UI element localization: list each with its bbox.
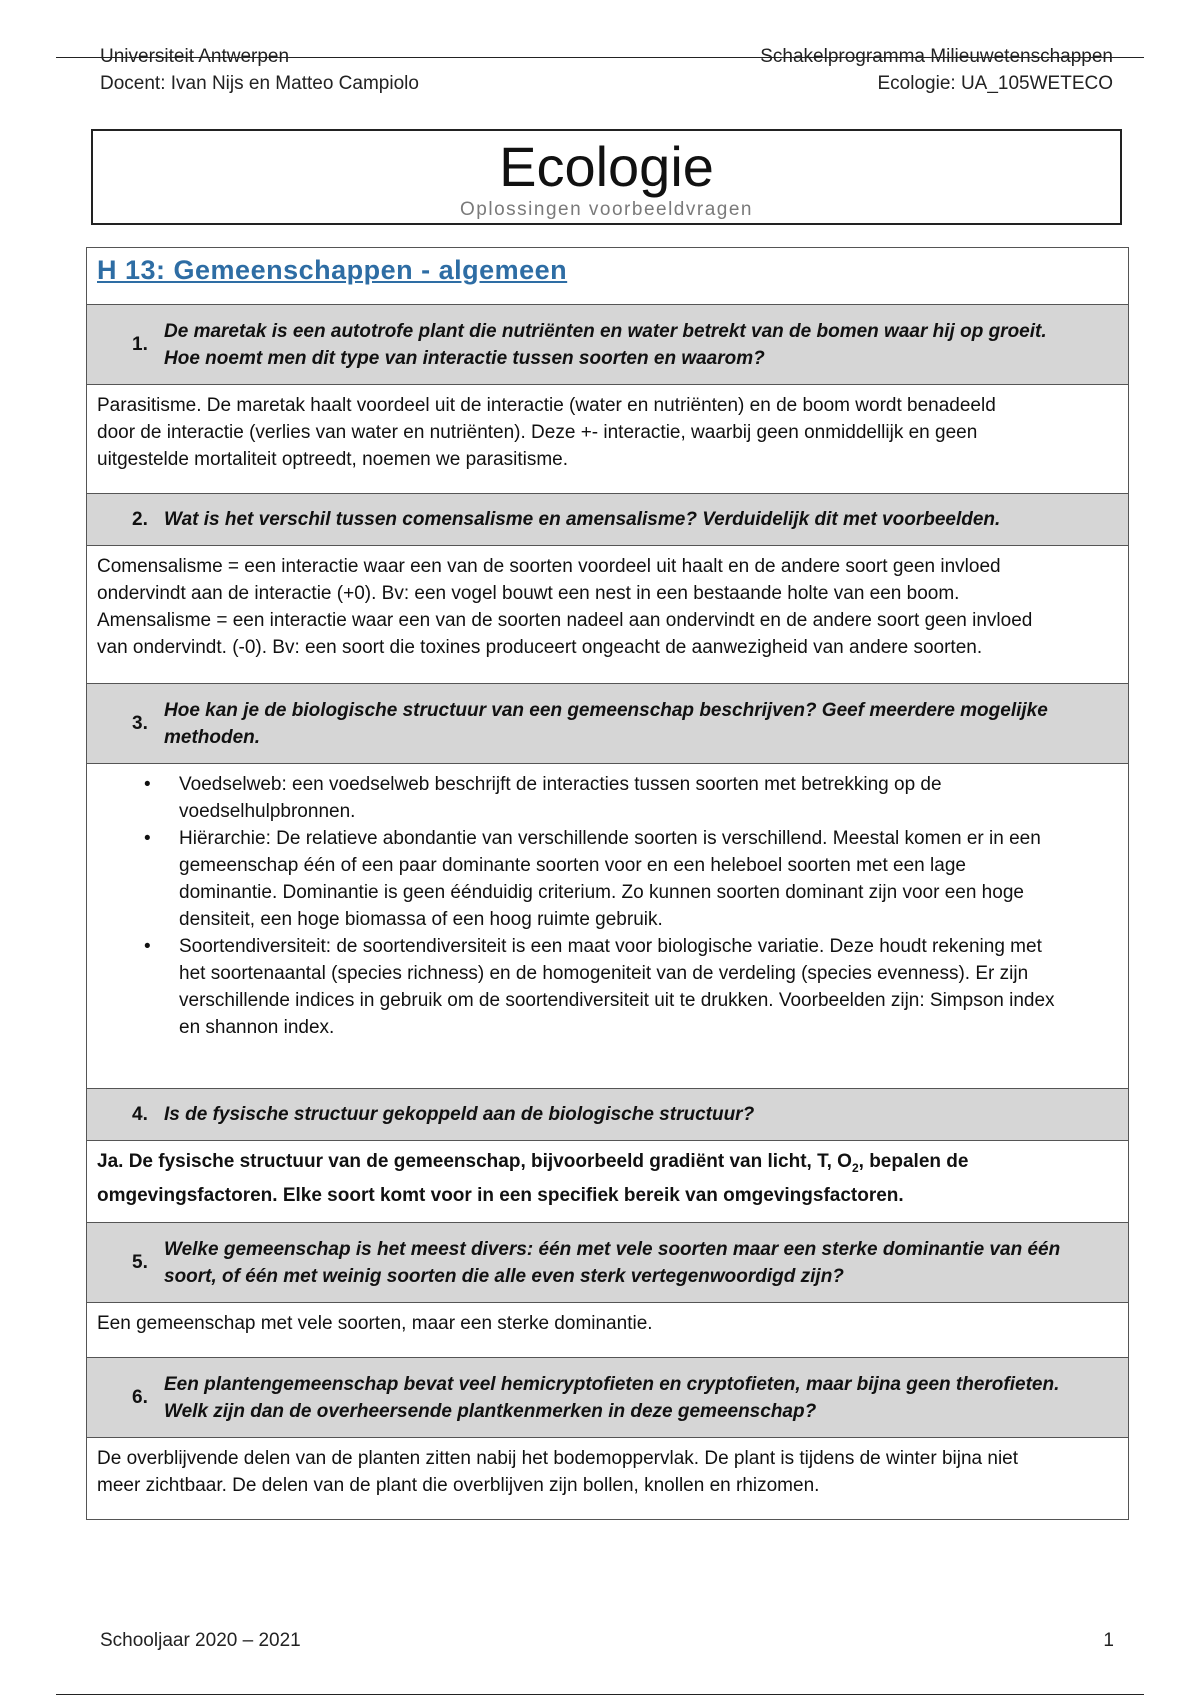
question-line: Hoe noemt men dit type van interactie tussen soorten en waarom? [164, 347, 765, 369]
document-subtitle: Oplossingen voorbeeldvragen [460, 199, 753, 220]
header-program: Schakelprogramma Milieuwetenschappen [760, 46, 1113, 67]
subscript: 2 [851, 1160, 859, 1175]
answer-line: gemeenschap één of een paar dominante soorten voor en een heleboel soorten met een lage [179, 855, 966, 876]
question-line: Hoe kan je de biologische structuur van een gemeenschap beschrijven? Geef meerdere mogelijke [164, 699, 1048, 721]
answer-line: Een gemeenschap met vele soorten, maar een sterke dominantie. [97, 1313, 653, 1334]
answer-text: , bepalen de [858, 1151, 969, 1172]
answer-line: en shannon index. [179, 1017, 335, 1038]
question-text [164, 697, 1098, 751]
question-line: Is de fysische structuur gekoppeld aan de biologische structuur? [164, 1104, 755, 1125]
title-box [91, 129, 1122, 225]
chapter-heading: H 13: Gemeenschappen - algemeen [97, 255, 568, 285]
question-number: 6. [132, 1387, 148, 1408]
question-line: methoden. [164, 726, 261, 748]
question-text [164, 1371, 1098, 1425]
list-item [144, 933, 1116, 1041]
answer-line: omgevingsfactoren. Elke soort komt voor in een specifiek bereik van omgevingsfactoren. [97, 1184, 904, 1206]
answer-text: Ja. De fysische structuur van de gemeenschap, bijvoorbeeld gradiënt van licht, T, O [97, 1151, 852, 1172]
question-text [164, 318, 1098, 372]
answer-line: meer zichtbaar. De delen van de plant die overblijven zijn bollen, knollen en rhizomen. [97, 1475, 820, 1496]
footer-school-year: Schooljaar 2020 – 2021 [100, 1630, 301, 1651]
question-number: 5. [132, 1252, 148, 1273]
question-row [87, 1222, 1128, 1302]
answer-line: van ondervindt. (-0). Bv: een soort die toxines produceert ongeacht de aanwezigheid van andere soorten. [97, 637, 983, 658]
document-title: Ecologie [499, 135, 714, 198]
question-text [164, 1236, 1098, 1290]
answer-row [87, 763, 1128, 1088]
answer-line: voedselhulpbronnen. [179, 801, 356, 822]
question-row [87, 1088, 1128, 1140]
bullet-icon: • [144, 774, 151, 795]
question-line: Welk zijn dan de overheersende plantkenmerken in deze gemeenschap? [164, 1400, 817, 1422]
answer-line: ondervindt aan de interactie (+0). Bv: een vogel bouwt een nest in een bestaande holte van een boom. [97, 583, 960, 604]
answer-line [97, 1148, 1116, 1182]
answer-line: verschillende indices in gebruik om de soortendiversiteit uit te drukken. Voorbeelden zijn: Simpson index [179, 990, 1055, 1011]
answer-line: Comensalisme = een interactie waar een van de soorten voordeel uit haalt en de andere soort geen invloed [97, 556, 1001, 577]
answer-line: door de interactie (verlies van water en nutriënten). Deze +- interactie, waarbij geen onmiddellijk en geen [97, 422, 978, 443]
answer-line: De overblijvende delen van de planten zitten nabij het bodemoppervlak. De plant is tijdens de winter bijna niet [97, 1448, 1019, 1469]
question-text [164, 506, 1098, 533]
answer-line: Hiërarchie: De relatieve abondantie van verschillende soorten is verschillend. Meestal komen er in een [179, 828, 1041, 849]
answer-row [87, 1140, 1128, 1222]
question-number: 1. [132, 334, 148, 355]
bullet-icon: • [144, 936, 151, 957]
answer-line: dominantie. Dominantie is geen éénduidig criterium. Zo kunnen soorten dominant zijn voor een hoge [179, 882, 1024, 903]
qa-table [86, 247, 1129, 1520]
header-university: Universiteit Antwerpen [100, 46, 290, 67]
footer-rule [56, 1694, 1144, 1695]
answer-line: densiteit, een hoge biomassa of een hoog ruimte gebruik. [179, 909, 663, 930]
list-item [144, 825, 1116, 933]
question-number: 4. [132, 1104, 148, 1125]
answer-line: Amensalisme = een interactie waar een van de soorten nadeel aan ondervindt en de andere soort geen invloed [97, 610, 1033, 631]
question-text [164, 1101, 1098, 1128]
answer-row [87, 1437, 1128, 1519]
question-row [87, 304, 1128, 384]
question-line: De maretak is een autotrofe plant die nutriënten en water betrekt van de bomen waar hij op groeit. [164, 320, 1047, 342]
header-lecturers: Docent: Ivan Nijs en Matteo Campiolo [100, 73, 419, 94]
answer-line: Soortendiversiteit: de soortendiversiteit is een maat voor biologische variatie. Deze houdt rekening met [179, 936, 1042, 957]
question-line: Welke gemeenschap is het meest divers: één met vele soorten maar een sterke dominantie van één [164, 1238, 1061, 1260]
answer-line: Voedselweb: een voedselweb beschrijft de interacties tussen soorten met betrekking op de [179, 774, 942, 795]
question-row [87, 493, 1128, 545]
answer-bullet-list [97, 771, 1116, 1041]
answer-line: uitgestelde mortaliteit optreedt, noemen we parasitisme. [97, 449, 569, 470]
answer-line: het soortenaantal (species richness) en de homogeniteit van de verdeling (species evenness). Er zijn [179, 963, 1029, 984]
question-line: Wat is het verschil tussen comensalisme en amensalisme? Verduidelijk dit met voorbeelden. [164, 509, 1001, 530]
question-line: Een plantengemeenschap bevat veel hemicryptofieten en cryptofieten, maar bijna geen therofieten. [164, 1373, 1060, 1395]
answer-row [87, 1302, 1128, 1357]
answer-row [87, 384, 1128, 493]
page-number: 1 [1103, 1630, 1114, 1651]
list-item [144, 771, 1116, 825]
answer-line: Parasitisme. De maretak haalt voordeel uit de interactie (water en nutriënten) en de boom wordt benadeeld [97, 395, 996, 416]
question-row [87, 1357, 1128, 1437]
bullet-icon: • [144, 828, 151, 849]
question-number: 2. [132, 509, 148, 530]
answer-row [87, 545, 1128, 683]
question-number: 3. [132, 713, 148, 734]
question-row [87, 683, 1128, 763]
question-line: soort, of één met weinig soorten die alle even sterk vertegenwoordigd zijn? [164, 1265, 844, 1287]
header-course: Ecologie: UA_105WETECO [877, 73, 1113, 94]
